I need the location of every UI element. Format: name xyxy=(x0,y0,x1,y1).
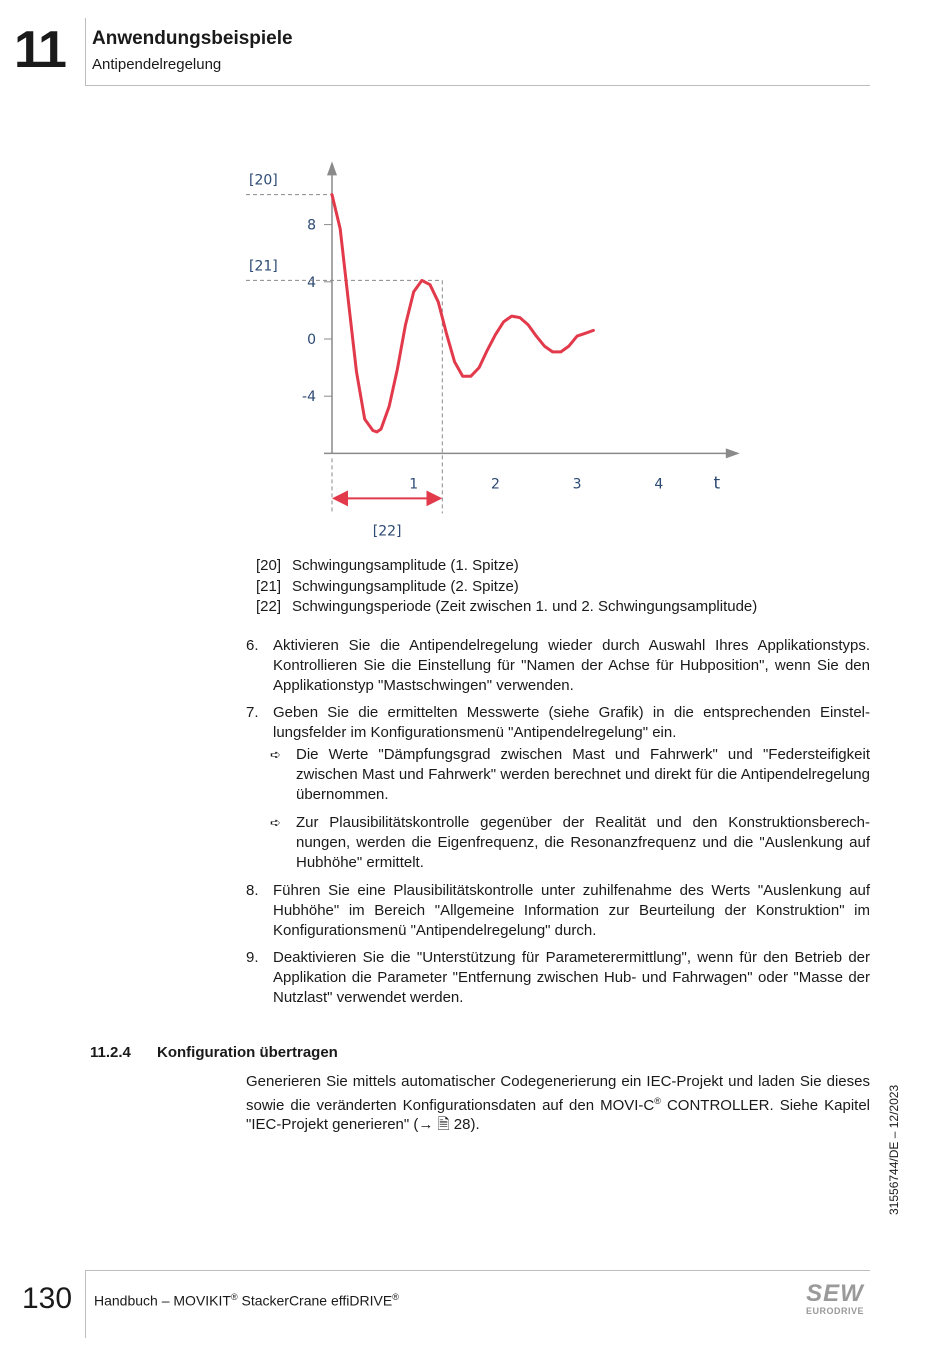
step-number: 7. xyxy=(246,704,259,721)
step-text: Geben Sie die ermittelten Messwerte (siehe Grafik) in die entsprechenden Einstellungsfelder im Konfigurationsmenü "Antipendelregelung" ein. xyxy=(273,704,870,741)
subsection-body xyxy=(246,1072,870,1135)
footer-divider-horizontal xyxy=(85,1270,870,1271)
step-item xyxy=(246,881,870,941)
step-number: 9. xyxy=(246,949,259,966)
step-number: 8. xyxy=(246,882,259,899)
y-tick-label: 0 xyxy=(307,332,316,348)
result-text: Zur Plausibilitätskontrolle gegenüber der Realität und den Konstruktionsberechnungen, werden die Eigenfrequenz, die Resonanzfrequenz und die "Auslenkung auf Hubhöhe" ermittelt. xyxy=(296,814,870,871)
x-tick-label: 2 xyxy=(490,476,500,493)
annotation-20: [20] xyxy=(249,172,278,189)
instruction-steps xyxy=(246,636,870,1015)
result-arrow-icon: ➪ xyxy=(270,747,281,762)
subsection-number: 11.2.4 xyxy=(90,1044,131,1061)
body-text: Generieren Sie mittels automatischer Codegenerierung ein IEC-Projekt und laden Sie dieses sowie die veränderten Konfigurationsdaten auf den MOVI-C xyxy=(246,1073,870,1114)
footer-text: StackerCrane effiDRIVE xyxy=(237,1292,393,1309)
logo-bottom-text: EURODRIVE xyxy=(805,1306,864,1316)
result-arrow-icon: ➪ xyxy=(270,815,281,830)
y-tick-label: 8 xyxy=(307,217,316,234)
result-text: Die Werte "Dämpfungsgrad zwischen Mast und Fahrwerk" und "Federsteifigkeit zwischen Mast und Fahrwerk" werden berechnet und direkt für die Antipendelregelung übernommen. xyxy=(296,746,870,803)
x-tick-label: 1 xyxy=(409,476,419,493)
annotation-22: [22] xyxy=(372,523,402,540)
step-number: 6. xyxy=(246,637,259,654)
step-text: Führen Sie eine Plausibilitätskontrolle unter zuhilfenahme des Werts "Auslenkung auf Hubhöhe" im Bereich "Allgemeine Information zur Beurteilung der Konstruktion" im Konfigurationsmenü "Antipendelregelung" durch. xyxy=(273,882,870,939)
logo-top-text: SEW xyxy=(806,1280,864,1307)
footer-title xyxy=(94,1292,399,1309)
x-tick-label: 4 xyxy=(654,476,664,493)
annotation-21: [21] xyxy=(249,258,278,275)
legend-num: [22] xyxy=(256,598,282,615)
registered-mark: ® xyxy=(654,1095,661,1106)
x-tick-label: 3 xyxy=(572,476,582,493)
body-text: CONTROLLER. Siehe Kapitel "IEC-Projekt generieren" (→ 🗎 28). xyxy=(246,1096,870,1133)
legend-num: [21] xyxy=(256,577,282,595)
step-item xyxy=(246,703,870,743)
page-number: 130 xyxy=(22,1282,73,1315)
legend-text: Schwingungsamplitude (1. Spitze) xyxy=(292,557,519,574)
step-item xyxy=(246,636,870,696)
step-text: Aktivieren Sie die Antipendelregelung wieder durch Auswahl Ihres Applikationstyps. Kontrollieren Sie die Einstellung für "Namen der Achse für Hubposition", wenn Sie den Applikationstyp "Mastschwingen" verwenden. xyxy=(273,637,870,694)
oscillation-curve xyxy=(332,195,593,432)
chart-legend xyxy=(256,556,757,618)
chapter-title: Anwendungsbeispiele xyxy=(92,28,293,49)
x-axis-label: t xyxy=(713,473,721,494)
legend-item xyxy=(256,597,757,618)
legend-item xyxy=(256,577,757,598)
result-item xyxy=(270,745,870,805)
chapter-number: 11 xyxy=(14,21,65,79)
section-title: Antipendelregelung xyxy=(92,56,222,73)
step-text: Deaktivieren Sie die "Unterstützung für Parameterermittlung", wenn für den Betrieb der Applikation die Parameter "Entfernung zwischen Hub- und Fahrwagen" oder "Masse der Nutzlast" verwendet werden. xyxy=(273,949,870,1006)
footer-text: Handbuch – MOVIKIT xyxy=(94,1292,231,1309)
legend-num: [20] xyxy=(256,557,282,574)
y-tick-label: 4 xyxy=(307,274,316,291)
registered-mark: ® xyxy=(230,1292,238,1302)
y-tick-label: -4 xyxy=(302,389,316,406)
step-item xyxy=(246,948,870,1008)
legend-text: Schwingungsperiode (Zeit zwischen 1. und 2. Schwingungsamplitude) xyxy=(292,598,758,615)
x-axis-arrow xyxy=(726,448,740,458)
y-axis-arrow xyxy=(327,161,337,175)
subsection-title: Konfiguration übertragen xyxy=(157,1044,338,1061)
oscillation-chart xyxy=(0,0,950,560)
document-code: 31556744/DE – 12/2023 xyxy=(887,1084,901,1215)
footer-divider-vertical xyxy=(85,1270,86,1338)
legend-item xyxy=(256,556,757,577)
legend-text: Schwingungsamplitude (2. Spitze) xyxy=(292,577,519,595)
sew-eurodrive-logo xyxy=(800,1282,870,1316)
result-item xyxy=(270,813,870,873)
registered-mark: ® xyxy=(392,1292,399,1302)
